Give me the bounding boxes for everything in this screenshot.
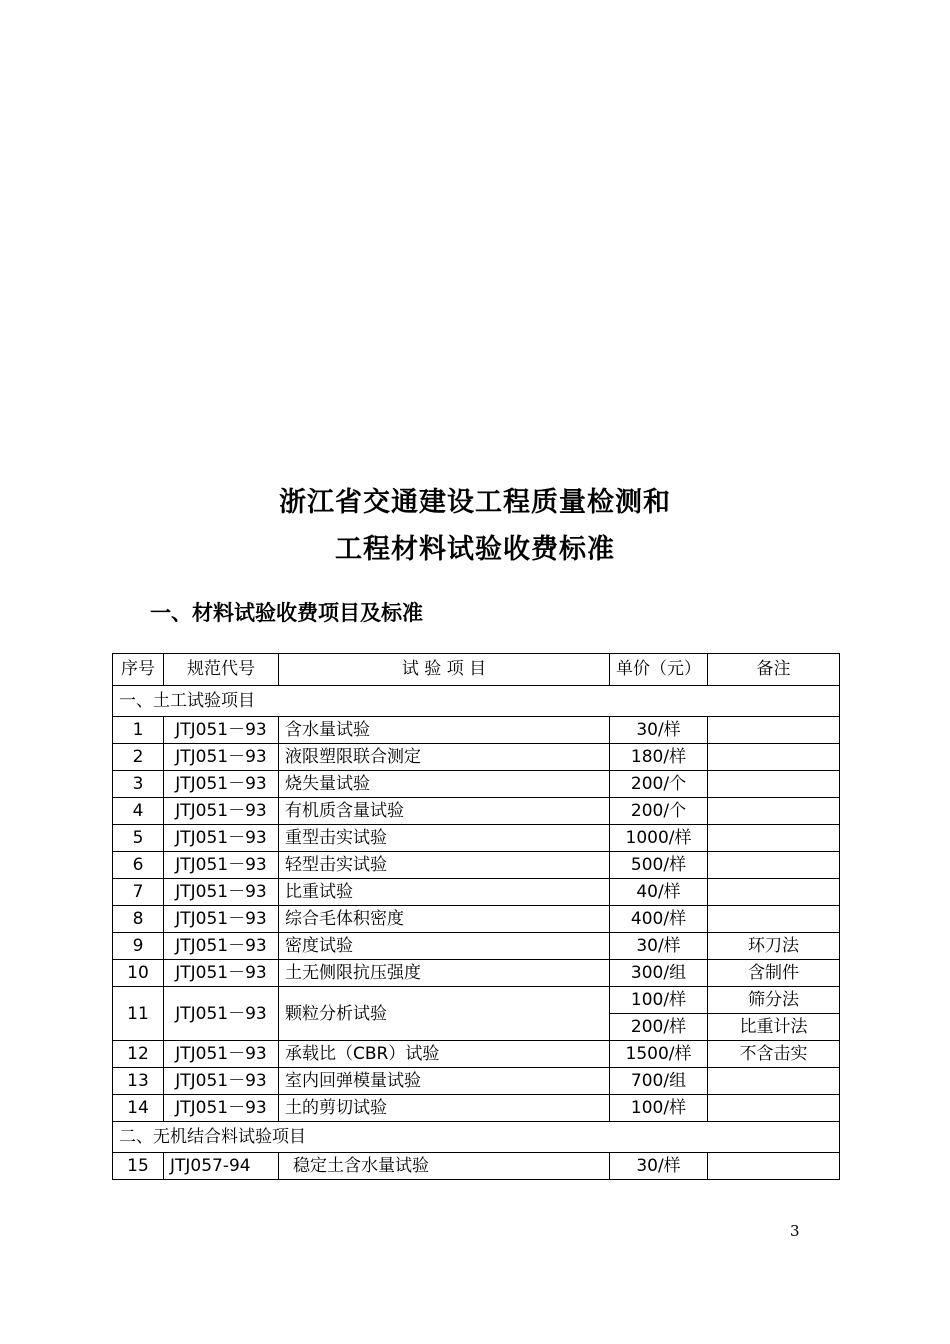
cell-note — [708, 1153, 840, 1180]
table-row — [113, 933, 840, 960]
cell-code: JTJ051－93 — [164, 717, 279, 744]
cell-no: 8 — [113, 906, 164, 933]
header-no: 序号 — [113, 654, 164, 686]
cell-no: 10 — [113, 960, 164, 987]
cell-item: 轻型击实试验 — [279, 852, 610, 879]
cell-note — [708, 906, 840, 933]
table-row — [113, 1095, 840, 1122]
table-row — [113, 798, 840, 825]
table-row — [113, 744, 840, 771]
cell-code: JTJ057-94 — [164, 1153, 279, 1180]
fee-table — [112, 653, 840, 1180]
cell-price: 1000/样 — [610, 825, 708, 852]
section-label-inorganic: 二、无机结合料试验项目 — [113, 1122, 840, 1153]
cell-item: 承载比（CBR）试验 — [279, 1041, 610, 1068]
cell-price: 100/样 — [610, 987, 708, 1014]
cell-price: 30/样 — [610, 1153, 708, 1180]
cell-code: JTJ051－93 — [164, 1095, 279, 1122]
cell-note — [708, 744, 840, 771]
table-row — [113, 1068, 840, 1095]
cell-price: 200/样 — [610, 1014, 708, 1041]
document-title-line2: 工程材料试验收费标准 — [335, 534, 615, 565]
cell-no: 12 — [113, 1041, 164, 1068]
cell-code: JTJ051－93 — [164, 798, 279, 825]
cell-item: 室内回弹模量试验 — [279, 1068, 610, 1095]
cell-note: 筛分法 — [708, 987, 840, 1014]
cell-price: 40/样 — [610, 879, 708, 906]
cell-note — [708, 1068, 840, 1095]
cell-price: 200/个 — [610, 798, 708, 825]
table-row — [113, 906, 840, 933]
cell-code: JTJ051－93 — [164, 1068, 279, 1095]
cell-item: 有机质含量试验 — [279, 798, 610, 825]
cell-price: 30/样 — [610, 933, 708, 960]
cell-no: 15 — [113, 1153, 164, 1180]
cell-code: JTJ051－93 — [164, 1041, 279, 1068]
cell-note — [708, 771, 840, 798]
cell-code: JTJ051－93 — [164, 906, 279, 933]
cell-price: 180/样 — [610, 744, 708, 771]
cell-note: 含制件 — [708, 960, 840, 987]
table-row — [113, 1153, 840, 1180]
cell-no: 5 — [113, 825, 164, 852]
section-row-soil — [113, 686, 840, 717]
cell-code: JTJ051－93 — [164, 933, 279, 960]
table-row — [113, 771, 840, 798]
table-row — [113, 987, 840, 1014]
cell-no: 11 — [113, 987, 164, 1041]
table-header-row — [113, 654, 840, 686]
table-row — [113, 852, 840, 879]
cell-price: 200/个 — [610, 771, 708, 798]
header-code: 规范代号 — [164, 654, 279, 686]
cell-no: 1 — [113, 717, 164, 744]
cell-item: 液限塑限联合测定 — [279, 744, 610, 771]
table-row — [113, 1041, 840, 1068]
cell-no: 14 — [113, 1095, 164, 1122]
cell-code: JTJ051－93 — [164, 987, 279, 1041]
cell-note — [708, 798, 840, 825]
page-number: 3 — [790, 1222, 800, 1240]
header-note: 备注 — [708, 654, 840, 686]
cell-note — [708, 879, 840, 906]
cell-price: 700/组 — [610, 1068, 708, 1095]
cell-price: 30/样 — [610, 717, 708, 744]
cell-code: JTJ051－93 — [164, 744, 279, 771]
cell-item: 含水量试验 — [279, 717, 610, 744]
cell-note: 环刀法 — [708, 933, 840, 960]
cell-note — [708, 825, 840, 852]
section-heading: 一、材料试验收费项目及标准 — [150, 601, 423, 625]
cell-no: 13 — [113, 1068, 164, 1095]
cell-no: 2 — [113, 744, 164, 771]
cell-note — [708, 852, 840, 879]
header-price: 单价（元） — [610, 654, 708, 686]
cell-item: 土的剪切试验 — [279, 1095, 610, 1122]
cell-code: JTJ051－93 — [164, 879, 279, 906]
table-row — [113, 879, 840, 906]
cell-price: 500/样 — [610, 852, 708, 879]
cell-price: 100/样 — [610, 1095, 708, 1122]
cell-note: 不含击实 — [708, 1041, 840, 1068]
section-row-inorganic — [113, 1122, 840, 1153]
table-row — [113, 717, 840, 744]
cell-item: 颗粒分析试验 — [279, 987, 610, 1041]
cell-item: 综合毛体积密度 — [279, 906, 610, 933]
section-label-soil: 一、土工试验项目 — [113, 686, 840, 717]
cell-item: 土无侧限抗压强度 — [279, 960, 610, 987]
cell-no: 3 — [113, 771, 164, 798]
cell-item: 比重试验 — [279, 879, 610, 906]
cell-item: 密度试验 — [279, 933, 610, 960]
cell-code: JTJ051－93 — [164, 960, 279, 987]
cell-note — [708, 717, 840, 744]
cell-note: 比重计法 — [708, 1014, 840, 1041]
cell-no: 6 — [113, 852, 164, 879]
table-row — [113, 960, 840, 987]
document-title-line1: 浙江省交通建设工程质量检测和 — [279, 487, 671, 518]
header-item: 试 验 项 目 — [279, 654, 610, 686]
cell-item: 稳定土含水量试验 — [279, 1153, 610, 1180]
cell-item: 重型击实试验 — [279, 825, 610, 852]
cell-code: JTJ051－93 — [164, 825, 279, 852]
cell-note — [708, 1095, 840, 1122]
cell-price: 1500/样 — [610, 1041, 708, 1068]
cell-item: 烧失量试验 — [279, 771, 610, 798]
cell-no: 9 — [113, 933, 164, 960]
cell-price: 300/组 — [610, 960, 708, 987]
cell-code: JTJ051－93 — [164, 852, 279, 879]
cell-no: 7 — [113, 879, 164, 906]
cell-no: 4 — [113, 798, 164, 825]
cell-code: JTJ051－93 — [164, 771, 279, 798]
table-row — [113, 825, 840, 852]
cell-price: 400/样 — [610, 906, 708, 933]
